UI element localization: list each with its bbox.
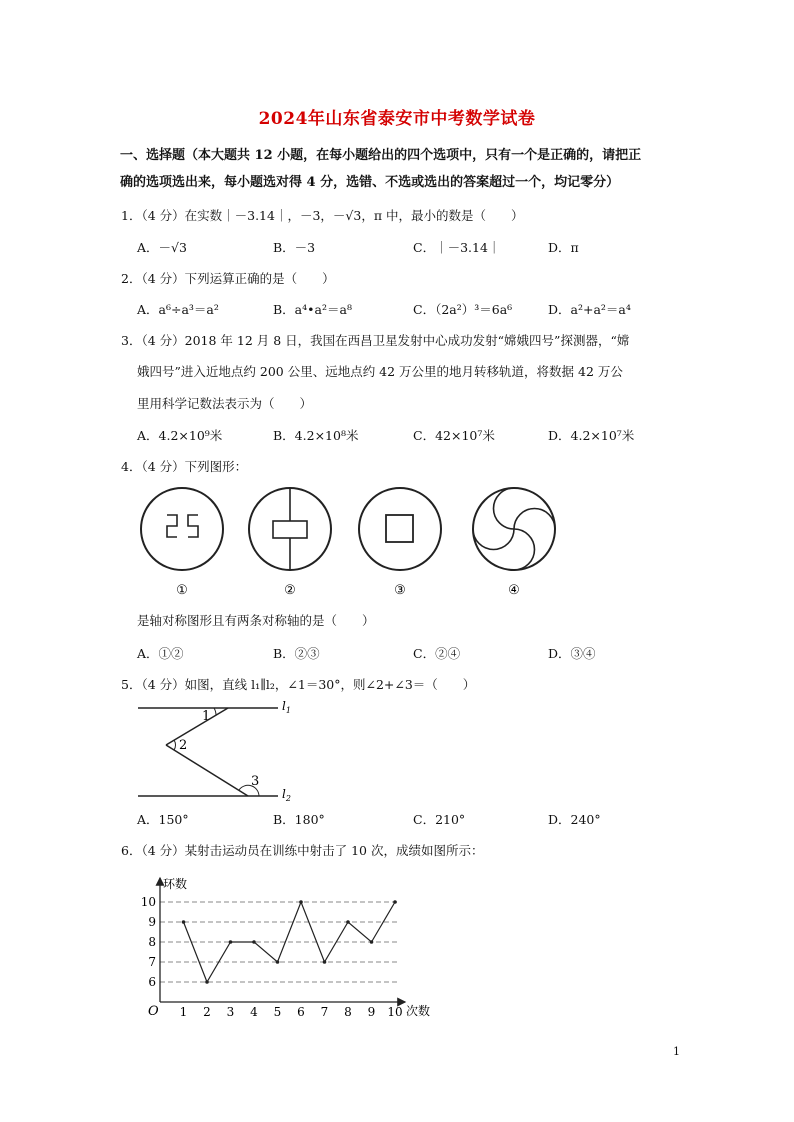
x-tick-label: 5 xyxy=(273,1005,282,1019)
q2-option-a[interactable]: A．a⁶÷a³＝a² xyxy=(137,302,219,317)
q4-option-d[interactable]: D．③④ xyxy=(548,646,596,661)
q2-option-c[interactable]: C．（2a²）³＝6a⁶ xyxy=(413,302,513,317)
y-tick-label: 6 xyxy=(148,975,156,989)
y-tick-label: 9 xyxy=(148,915,156,929)
q1-stem: 1．（4 分）在实数｜－3.14｜，－3，－√3，π 中，最小的数是（ ） xyxy=(121,208,524,223)
q4-option-c[interactable]: C．②④ xyxy=(413,646,461,661)
x-tick-label: 7 xyxy=(320,1005,329,1019)
data-point xyxy=(182,920,186,924)
page-number: 1 xyxy=(673,1045,680,1058)
origin-label: O xyxy=(148,1004,159,1019)
x-tick-label: 3 xyxy=(226,1005,235,1019)
q4-figure-2 xyxy=(249,488,331,570)
data-point xyxy=(370,940,374,944)
data-point xyxy=(323,960,327,964)
data-point xyxy=(252,940,256,944)
x-tick-label: 9 xyxy=(367,1005,376,1019)
data-point xyxy=(346,920,350,924)
q5-angle-2-label: 2 xyxy=(179,738,188,753)
q5-stem: 5．（4 分）如图，直线 l₁∥l₂，∠1＝30°，则∠2+∠3＝（ ） xyxy=(121,677,476,692)
data-point xyxy=(229,940,233,944)
q5-option-a[interactable]: A．150° xyxy=(137,812,189,827)
q4-label-4: ④ xyxy=(508,583,520,598)
q3-stem-line1: 3．（4 分）2018 年 12 月 8 日，我国在西昌卫星发射中心成功发射“嫦娥四号”探测器，“嫦 xyxy=(121,333,630,348)
x-tick-label: 4 xyxy=(250,1005,258,1019)
q5-angle-1-arc xyxy=(214,708,216,715)
q5-angle-1-label: 1 xyxy=(202,709,211,724)
q4-label-2: ② xyxy=(284,583,296,598)
y-tick-label: 8 xyxy=(148,935,156,949)
q4-label-1: ① xyxy=(176,583,188,598)
q3-option-d[interactable]: D．4.2×10⁷米 xyxy=(548,428,635,443)
q2-stem: 2．（4 分）下列运算正确的是（ ） xyxy=(121,271,335,286)
q5-segment-upper xyxy=(166,708,228,745)
q5-option-d[interactable]: D．240° xyxy=(548,812,601,827)
q3-option-c[interactable]: C．42×10⁷米 xyxy=(413,428,495,443)
q3-stem-line3: 里用科学记数法表示为（ ） xyxy=(137,396,313,411)
q5-angle-3-label: 3 xyxy=(251,774,260,789)
q3-stem-line2: 娥四号”进入近地点约 200 公里、远地点约 42 万公里的地月转移轨道，将数据 42 万公 xyxy=(137,364,623,379)
q3-option-b[interactable]: B．4.2×10⁸米 xyxy=(273,428,359,443)
q4-figure-3 xyxy=(359,488,441,570)
q4-option-b[interactable]: B．②③ xyxy=(273,646,320,661)
q1-option-a[interactable]: A．－√3 xyxy=(137,240,187,255)
data-point xyxy=(299,900,303,904)
q5-figure xyxy=(130,696,310,806)
x-axis-label: 次数 xyxy=(406,1004,431,1018)
q5-angle-2-arc xyxy=(174,740,176,750)
q6-line-chart xyxy=(130,872,450,1032)
x-tick-label: 6 xyxy=(297,1005,305,1019)
q6-stem: 6．（4 分）某射击运动员在训练中射击了 10 次，成绩如图所示： xyxy=(121,843,484,858)
q1-option-d[interactable]: D．π xyxy=(548,240,579,255)
q5-option-b[interactable]: B．180° xyxy=(273,812,325,827)
section-heading xyxy=(120,142,680,196)
x-tick-label: 2 xyxy=(203,1005,211,1019)
section-heading-line2: 确的选项选出来，每小题选对得 4 分，选错、不选或选出的答案超过一个，均记零分） xyxy=(120,175,620,190)
data-point xyxy=(205,980,209,984)
q4-label-3: ③ xyxy=(394,583,406,598)
q4-option-a[interactable]: A．①② xyxy=(137,646,184,661)
y-axis-label: 环数 xyxy=(163,877,188,891)
y-tick-label: 7 xyxy=(148,955,156,969)
q4-figure-1 xyxy=(141,488,223,570)
page-title: 2024年山东省泰安市中考数学试卷 xyxy=(258,109,536,129)
data-point xyxy=(276,960,280,964)
q1-option-b[interactable]: B．－3 xyxy=(273,240,316,255)
y-tick-label: 10 xyxy=(140,895,156,909)
x-tick-label: 1 xyxy=(179,1005,188,1019)
data-point xyxy=(393,900,397,904)
x-tick-label: 10 xyxy=(387,1005,403,1019)
q4-figures xyxy=(130,482,560,602)
q2-option-d[interactable]: D．a²+a²＝a⁴ xyxy=(548,302,631,317)
q5-l2-label: $l_2$ xyxy=(282,787,291,803)
q2-option-b[interactable]: B．a⁴•a²＝a⁸ xyxy=(273,302,352,317)
q4-figure-4 xyxy=(473,488,555,570)
q1-option-c[interactable]: C．｜－3.14｜ xyxy=(413,240,501,255)
x-tick-label: 8 xyxy=(344,1005,352,1019)
q3-option-a[interactable]: A．4.2×10⁹米 xyxy=(137,428,223,443)
q4-question: 是轴对称图形且有两条对称轴的是（ ） xyxy=(137,613,375,628)
q5-option-c[interactable]: C．210° xyxy=(413,812,466,827)
section-heading-line1: 一、选择题（本大题共 12 小题，在每小题给出的四个选项中，只有一个是正确的，请把正 xyxy=(120,148,642,163)
q4-stem: 4．（4 分）下列图形： xyxy=(121,459,248,474)
q5-l1-label: $l_1$ xyxy=(282,699,291,715)
